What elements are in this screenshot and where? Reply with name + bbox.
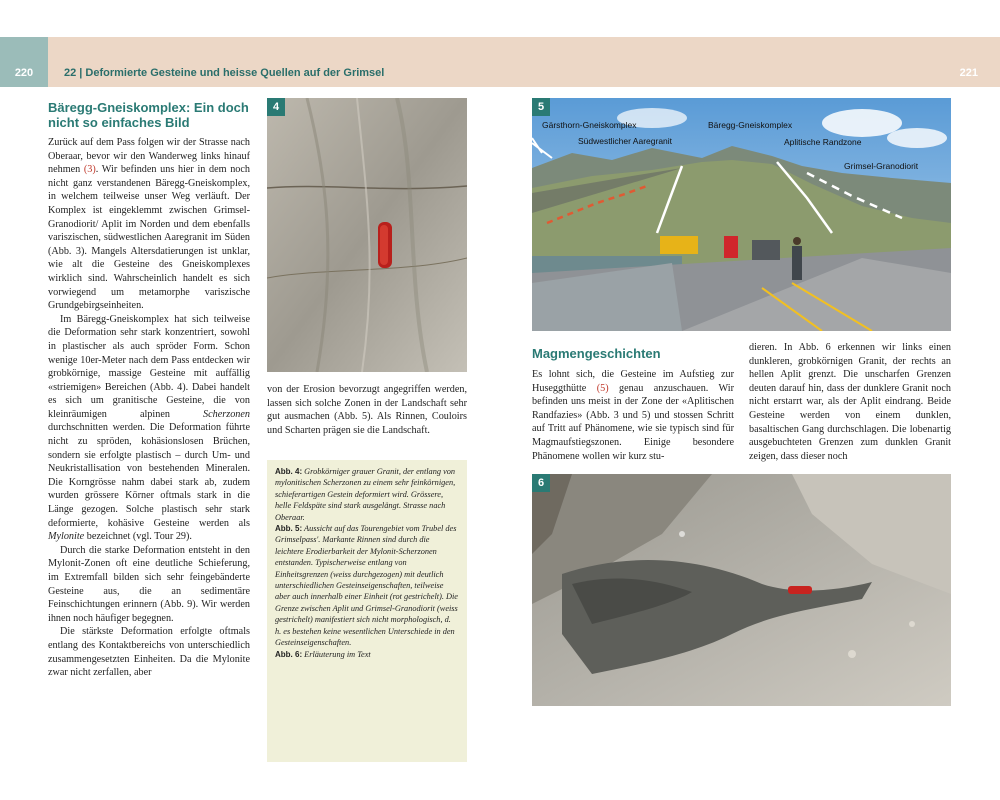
paragraph-magma-2: dieren. In Abb. 6 erkennen wir links einen dunkleren, grobkörnigen Granit, der rechts an hellen Aplit grenzt. Die unscharfen Grenzen deuten darauf hin, dass der dunklere Granit noch nicht erstarrt war, als der Aplit eindrang. Beide Gesteine werden von einem dunklen, basaltischen Gang durchschlagen. Die lobenartig ausgebuchteten Grenzen zum dunklen Granit zeigen, dass dieser noch [749,342,951,462]
section-heading-magmengeschichten: Magmengeschichten [532,346,661,361]
granite-rock-image [267,98,467,372]
paragraph-2: Im Bäregg-Gneiskomplex hat sich teilweise die Deformation sehr stark konzentriert, sowohl in plastischer als auch spröder Form. Schon wenige 10er-Meter nach dem Pass entdecken wir grobkörnige, massige Gesteine mit auffällig «striemigen» Bereichen (Abb. 4). Dabei handelt es sich um granitische Gesteine, die von kleinräumigen alpinen Scherzonen durchschnitten werden. Die Deformation führte nicht zu spröden, kohäsionslosen Brüchen, sondern sie erfolgte plastisch – durch Um- und Neukristallisation von bestehenden Mineralen. Die Korngrösse nahm dabei stark ab, zudem wurden grössere Körner oftmals stark in die Länge gezogen. Solche plastisch sehr stark deformierte, kohäsive Gesteine werden als Mylonite bezeichnet (vgl. Tour 29). [48,313,250,543]
caption-abb-6: Abb. 6: Erläuterung im Text [275,649,371,659]
figure-number-5: 5 [532,98,550,116]
label-aplitische-randzone: Aplitische Randzone [784,137,862,147]
pocket-knife-6 [788,586,812,594]
chapter-title: 22 | Deformierte Gesteine und heisse Quellen auf der Grimsel [64,67,385,79]
section-heading-baeregg [48,100,258,130]
caption-abb-5: Abb. 5: Aussicht auf das Tourengebiet vom Trubel des Grimselpass'. Markante Rinnen sind durch die leichtere Erodierbarkeit der Mylonit-Scherzonen entstanden. Typischerweise entlang von Einheitsgrenzen (weiss durchgezogen) mit deutlich unterschiedlichen Gesteinseigenschaften, teilweise aber auch innerhalb einer Einheit (rot gestrichelt). Die Grenze zwischen Aplit und Grimsel-Granodiorit (weiss gestrichelt) manifestiert sich nicht morphologisch, d. h. es bestehen keine wesentlichen Unterschiede in den Gesteinseigenschaften. [275,524,458,648]
label-gaersthorn: Gärsthorn-Gneiskomplex [542,120,637,130]
label-baeregg: Bäregg-Gneiskomplex [708,120,793,130]
figure-number-6: 6 [532,474,550,492]
page-header [0,37,1000,87]
left-column-text [48,136,250,680]
figure-6-photo [532,474,951,706]
figure-number-4: 4 [267,98,285,116]
rock-outcrop-image [532,474,951,706]
page-number-right: 221 [959,67,978,79]
paragraph-middle: von der Erosion bevorzugt angegriffen werden, lassen sich solche Zonen in der Landschaft sehr gut ausmachen (Abb. 5). Als Rinnen, Couloirs und Scharten prägen sie die Landschaft. [267,384,467,436]
heading-line-1: Bäregg-Gneiskomplex: Ein doch [48,100,249,115]
paragraph-4: Die stärkste Deformation erfolgte oftmals entlang des Kontaktbereichs von unterschiedlich zusammengesetzten Einheiten. Da die Mylonite zwar nicht zerfallen, aber [48,626,250,679]
label-grimsel-granodiorit: Grimsel-Granodiorit [844,161,919,171]
caption-box [267,460,467,762]
page-number-left: 220 [0,37,48,87]
paragraph-1: Zurück auf dem Pass folgen wir der Strasse nach Oberaar, bevor wir den Wanderweg links hinauf nehmen (3). Wir befinden uns hier in dem noch nicht ganz verstandenen Bäregg-Gneiskomplex, in welchem teilweise unser Weg verläuft. Der Komplex ist eingeklemmt zwischen Grimsel-Granodiorit/ Aplit im Norden und dem ebenfalls variszischen, südwestlichen Aaregranit im Süden (Abb. 3). Mangels Altersdatierungen ist unklar, wie alt die Gesteine des Gneiskomplexes wirklich sind. Wahrscheinlich handelt es sich vorwiegend um metamorphe variszische Grundgebirgseinheiten. [48,137,250,312]
label-suedwestlicher-aaregranit: Südwestlicher Aaregranit [578,136,673,146]
figure-4-photo [267,98,467,372]
map-reference-5: (5) [596,382,609,394]
grimsel-pass-landscape [532,98,951,331]
heading-line-2: nicht so einfaches Bild [48,115,190,130]
right-column-2-text [749,341,951,463]
figure-5-photo [532,98,951,331]
caption-abb-4: Abb. 4: Grobkörniger grauer Granit, der entlang von mylonitischen Scherzonen zu einem sehr feinkörnigen, schieferartigen Gestein deformiert wird. Grössere, helle Feldspäte sind stark ausgelängt. Strasse nach Oberaar. [275,467,456,522]
paragraph-magma-1: Es lohnt sich, die Gesteine im Aufstieg zur Huseggthütte (5) genau anzuschauen. Wir befinden uns meist in der Zone der «Aplitischen Randfazies» (Abb. 3 und 5) und stossen Schritt auf Tritt auf Phänomene, wie sie typisch sind für Magmaufstiegszonen. Einige besondere Phänomene wollen wir kurz stu- [532,369,734,462]
right-column-1-text [532,368,734,463]
map-reference: (3) [83,164,96,176]
middle-column-text [267,383,467,437]
paragraph-3: Durch die starke Deformation entsteht in den Mylonit-Zonen oft eine deutliche Schieferung, im Extremfall bilden sich sehr feingebänderte Gesteine aus, die an sedimentäre Feinschichtungen erinnern (Abb. 9). Wir werden ihnen noch häufiger begegnen. [48,544,250,624]
